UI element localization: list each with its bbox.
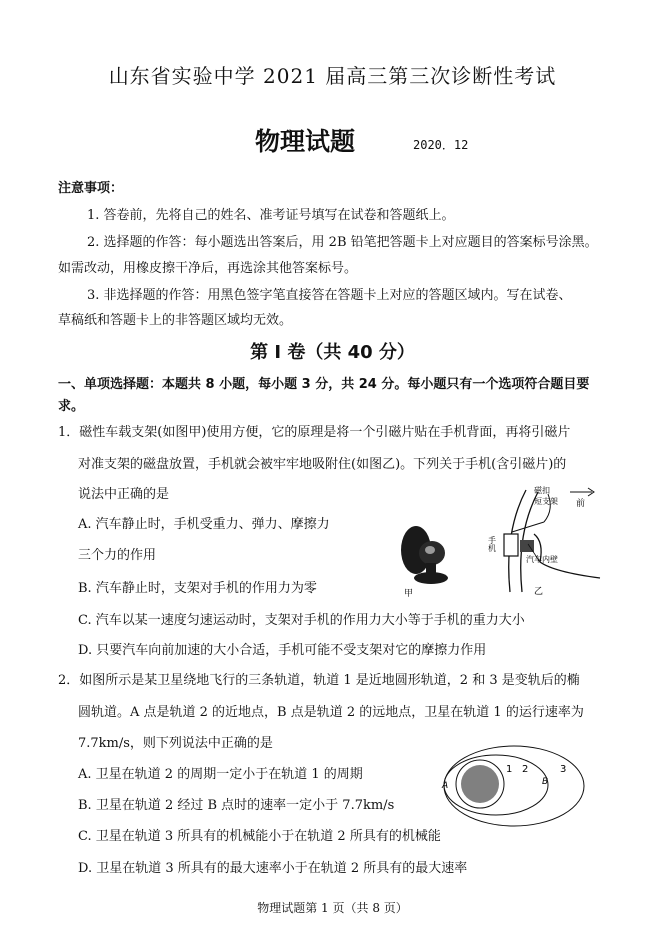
orbit-2-label: 2 xyxy=(522,764,529,775)
q2-option-a: A. 卫星在轨道 2 的周期一定小于在轨道 1 的周期 xyxy=(78,767,363,782)
q2-option-b: B. 卫星在轨道 2 经过 B 点时的速率一定小于 7.7km/s xyxy=(78,798,395,813)
q2-stem-line-1: 2．如图所示是某卫星绕地飞行的三条轨道，轨道 1 是近地圆形轨道，2 和 3 是变轨后的椭 xyxy=(58,673,580,688)
notice-heading: 注意事项： xyxy=(58,181,124,196)
label-phone: 手机 xyxy=(487,536,497,552)
earth xyxy=(461,765,499,803)
part-title: 一、单项选择题：本题共 8 小题，每小题 3 分，共 24 分。每小题只有一个选项符合题目要 xyxy=(58,377,590,392)
q2-stem-line-3: 7.7km/s，则下列说法中正确的是 xyxy=(78,736,273,751)
figure-label-jia: 甲 xyxy=(404,589,414,599)
label-mount-2: 短支架 xyxy=(534,497,558,506)
subject-title: 物理试题 xyxy=(255,127,356,156)
q1-option-b: B. 汽车静止时，支架对手机的作用力为零 xyxy=(78,581,317,596)
page-number: 1 xyxy=(321,901,329,915)
q2-option-c: C. 卫星在轨道 3 所具有的机械能小于在轨道 2 所具有的机械能 xyxy=(78,829,441,844)
figure-label-yi: 乙 xyxy=(534,587,544,597)
notice-item-1: 1. 答卷前，先将自己的姓名、准考证号填写在试卷和答题纸上。 xyxy=(87,208,455,223)
q1-option-a-cont: 三个力的作用 xyxy=(78,548,157,563)
point-a-label: A xyxy=(442,781,449,791)
page-footer xyxy=(0,899,665,916)
school-exam-title: 山东省实验中学 2021 届高三第三次诊断性考试 xyxy=(108,64,557,88)
point-b-label: B xyxy=(542,777,549,787)
notice-item-2: 2. 选择题的作答：每小题选出答案后，用 2B 铅笔把答题卡上对应题目的答案标号涂黑。 xyxy=(87,235,598,250)
q1-option-d: D. 只要汽车向前加速的大小合适，手机可能不受支架对它的摩擦力作用 xyxy=(78,643,487,658)
orbit-3-label: 3 xyxy=(560,764,567,775)
q1-stem-line-1: 1．磁性车载支架(如图甲)使用方便，它的原理是将一个引磁片贴在手机背面，再将引磁片 xyxy=(58,425,571,440)
section-title: 第 Ⅰ 卷（共 40 分） xyxy=(250,342,415,363)
q2-option-d: D. 卫星在轨道 3 所具有的最大速率小于在轨道 2 所具有的最大速率 xyxy=(78,861,468,876)
exam-date: 2020．12 xyxy=(413,138,469,152)
phone-mount-diagram xyxy=(482,482,622,600)
label-car-wall: 汽车内壁 xyxy=(526,555,558,564)
notice-item-3: 3. 非选择题的作答：用黑色签字笔直接答在答题卡上对应的答题区域内。写在试卷、 xyxy=(87,288,572,303)
notice-item-3-cont: 草稿纸和答题卡上的非答题区域均无效。 xyxy=(58,313,293,328)
car-mount-photo xyxy=(394,508,460,600)
label-forward: 前 xyxy=(576,499,586,509)
q1-stem-line-2: 对准支架的磁盘放置，手机就会被牢牢地吸附住(如图乙)。下列关于手机(含引磁片)的 xyxy=(78,457,567,472)
footer-prefix: 物理试题第 xyxy=(257,901,318,915)
notice-item-2-cont: 如需改动，用橡皮擦干净后，再选涂其他答案标号。 xyxy=(58,261,358,276)
orbit-diagram xyxy=(438,740,588,832)
q1-option-a: A. 汽车静止时，手机受重力、弹力、摩擦力 xyxy=(78,517,330,532)
q1-option-c: C. 汽车以某一速度匀速运动时，支架对手机的作用力大小等于手机的重力大小 xyxy=(78,613,525,628)
q1-stem-line-3: 说法中正确的是 xyxy=(78,487,170,502)
footer-suffix: 页（共 8 页） xyxy=(332,901,408,915)
part-title-cont: 求。 xyxy=(58,399,85,414)
label-mount-1: 磁扣 xyxy=(534,486,550,495)
orbit-1-label: 1 xyxy=(506,764,513,775)
q2-stem-line-2: 圆轨道。A 点是轨道 2 的近地点，B 点是轨道 2 的远地点，卫星在轨道 1 的运行速率为 xyxy=(78,705,584,720)
